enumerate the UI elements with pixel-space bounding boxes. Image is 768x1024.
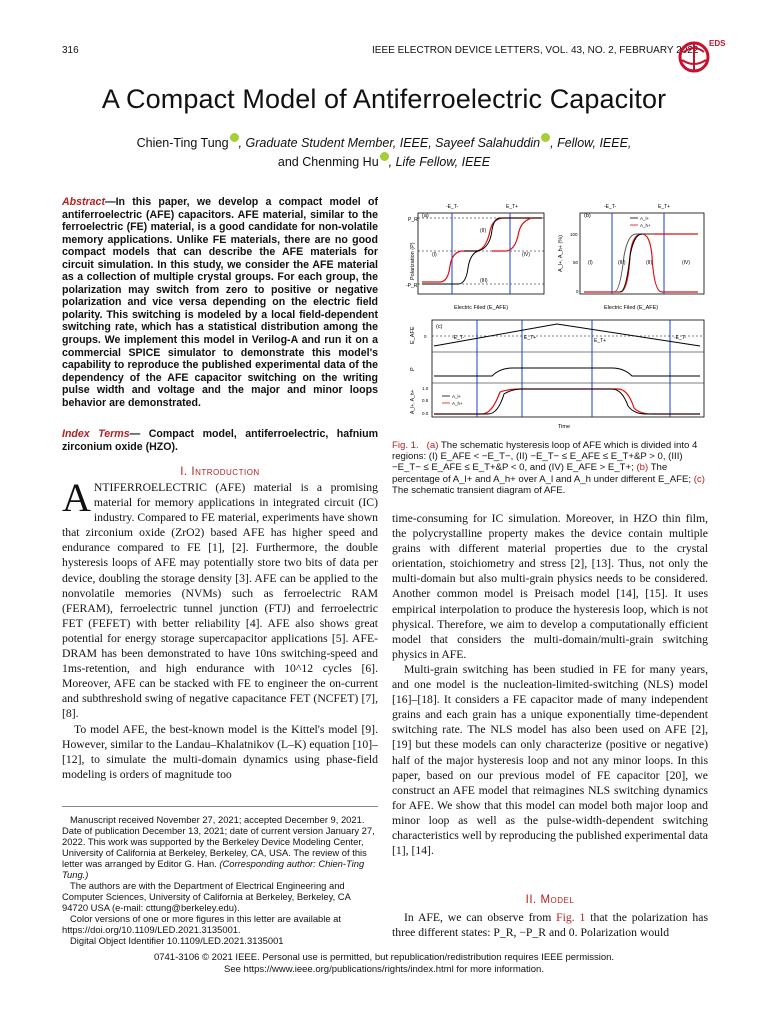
panel-b bbox=[558, 204, 704, 311]
dropcap: A bbox=[62, 475, 91, 520]
fig-1-link[interactable]: Fig. 1 bbox=[556, 911, 586, 924]
svg-text:A_l+: A_l+ bbox=[640, 216, 650, 221]
abstract-label: Abstract bbox=[62, 196, 105, 208]
svg-text:(III): (III) bbox=[480, 278, 488, 284]
svg-text:100: 100 bbox=[570, 232, 578, 237]
section-heading-model: II. Model bbox=[525, 894, 575, 906]
svg-text:P_R: P_R bbox=[408, 217, 418, 223]
figure-1 bbox=[392, 196, 710, 434]
index-terms-label: Index Terms bbox=[62, 428, 130, 440]
footnote-doi: Digital Object Identifier 10.1109/LED.2021.3135001 bbox=[70, 935, 284, 946]
orcid-icon[interactable] bbox=[380, 152, 389, 161]
svg-text:0: 0 bbox=[424, 334, 427, 339]
svg-text:Electric Filed (E_AFE): Electric Filed (E_AFE) bbox=[604, 305, 659, 311]
svg-text:E_T+: E_T+ bbox=[658, 204, 671, 210]
svg-text:-E_T-: -E_T- bbox=[446, 204, 459, 210]
svg-text:(II): (II) bbox=[480, 228, 487, 234]
svg-text:(c): (c) bbox=[436, 324, 443, 330]
intro-body bbox=[62, 475, 378, 782]
svg-text:-E_T-: -E_T- bbox=[604, 204, 617, 210]
svg-text:0.5: 0.5 bbox=[422, 398, 429, 403]
copyright-notice bbox=[0, 952, 768, 976]
footnote-manuscript: Manuscript received November 27, 2021; accepted December 9, 2021. Date of publication December 13, 2021; date of current version January 27, 2022. This work was supported by the Berkeley Device Modeling Center, University of California at Berkeley, Berkeley, CA, USA. The review of this letter was arranged by Editor G. Han. (Corresponding author: Chien-Ting Tung.) bbox=[62, 814, 375, 880]
copyright-line-1: 0741-3106 © 2021 IEEE. Personal use is permitted, but republication/redistribution requires IEEE permission. bbox=[153, 952, 615, 963]
paper-title: A Compact Model of Antiferroelectric Capacitor bbox=[101, 84, 667, 114]
svg-text:0.0: 0.0 bbox=[422, 411, 429, 416]
abstract bbox=[62, 196, 378, 409]
svg-text:-P_R: -P_R bbox=[406, 283, 418, 289]
page-number: 316 bbox=[62, 45, 79, 56]
svg-text:E_T+: E_T+ bbox=[524, 335, 537, 341]
svg-text:E_AFE: E_AFE bbox=[410, 326, 416, 344]
svg-text:A_l+, A_h+: A_l+, A_h+ bbox=[410, 389, 416, 414]
svg-text:(IV): (IV) bbox=[522, 252, 531, 258]
figure-1-svg bbox=[392, 196, 710, 434]
svg-text:0: 0 bbox=[576, 289, 579, 294]
svg-text:(I): (I) bbox=[588, 260, 593, 266]
intro-paragraph-1: ANTIFERROELECTRIC (AFE) material is a promising material for memory applications in integrated circuit (IC) industry. Compared to FE material, experiments have shown that zirconium oxide (ZrO2) based AFE has higher speed and endurance compared to FE [1], [2]. Furthermore, the double hysteresis loops of AFE may potentially store two bits of data per device, doubling the storage density [3]. AFE can be applied to the nonvolatile memories (NVMs) such as ferroelectric RAM (FERAM), ferroelectric tunnel junction (FTJ) and ferroelectric FET (FEFET) with better reliability [4]. AFE also shows great potential for energy storage supercapacitor applications [5]. AFE-DRAM has been demonstrated to have 10ns switching-speed and 1ms-retention, and high endurance with 10^12 cycles [6]. Moreover, AFE can be stacked with FE to engineer the on-current and subthreshold swing of negative capacitance FET (NCFET) [7], [8]. bbox=[62, 475, 378, 721]
author-list bbox=[60, 133, 708, 171]
intro-paragraph-2: To model AFE, the best-known model is the Kittel's model [9]. However, similar to the Landau–Khalatnikov (L–K) equation [10]–[12], to simulate the multi-domain dynamics using phase-field modeling is orders of magnitude too bbox=[62, 722, 378, 781]
svg-text:A_h+: A_h+ bbox=[452, 401, 463, 406]
svg-text:E_T+: E_T+ bbox=[506, 204, 519, 210]
svg-text:E_T+: E_T+ bbox=[594, 338, 607, 344]
svg-text:P: P bbox=[410, 367, 416, 371]
svg-text:A_l+, A_h+ (%): A_l+, A_h+ (%) bbox=[558, 235, 564, 272]
svg-text:Time: Time bbox=[558, 424, 571, 430]
svg-text:-E_T-: -E_T- bbox=[674, 335, 687, 341]
svg-text:(III): (III) bbox=[618, 260, 626, 266]
svg-text:(II): (II) bbox=[646, 260, 653, 266]
svg-text:(a): (a) bbox=[422, 213, 429, 219]
footnote-affiliation: The authors are with the Department of Electrical Engineering and Computer Sciences, University of California at Berkeley, Berkeley, CA 94720 USA (e-mail: cttung@berkeley.edu). bbox=[62, 880, 351, 913]
footnotes bbox=[62, 814, 378, 946]
panel-c bbox=[410, 320, 704, 430]
eds-logo bbox=[676, 36, 726, 76]
author-line-2 bbox=[60, 152, 708, 171]
author-affil: , Fellow, IEEE, bbox=[550, 136, 632, 151]
right-paragraph-1: time-consuming for IC simulation. Moreover, in HZO thin film, the polycrystalline property makes the device contain multiple grains with different material properties due to the crystal orientation, stoichiometry and stress [2], [13]. Thus, not only the multi-domain but also multi-grain physics needs to be considered. Another common model is Preisach model [14], [15]. It uses empirical interpolation to produce the hysteresis loop, which is not physical. Therefore, we aim to develop a computationally efficient model that considers the multi-domain/multi-grain switching physics in AFE. bbox=[392, 512, 708, 661]
panel-a bbox=[406, 204, 544, 311]
svg-text:Polarization (P): Polarization (P) bbox=[410, 242, 416, 280]
model-body bbox=[392, 910, 708, 940]
svg-text:Electric Filed (E_AFE): Electric Filed (E_AFE) bbox=[454, 305, 509, 311]
footnote-color: Color versions of one or more figures in this letter are available at https://doi.org/10.1109/LED.2021.3135001. bbox=[62, 913, 341, 935]
svg-text:1.0: 1.0 bbox=[422, 386, 429, 391]
right-column-body bbox=[392, 511, 708, 858]
author-affil: , Life Fellow, IEEE bbox=[388, 155, 491, 170]
right-paragraph-2: Multi-grain switching has been studied in FE for many years, and one model is the nucleation-limited-switching (NLS) model [16]–[18]. It considers a FE capacitor made of many independent grains and each grain has a unique exponentially time-dependent switching rate. The NLS model has also been used on AFE [2], [19] but these models can only characterize (positive or negative) half of the major hysteresis loop and not any minor loops. In this paper, based on our previous model of FE capacitor [20], we construct an AFE model that reimagines NLS switching dynamics for AFE. We show that this model can model both major loop and minor loop as well as the pulse-width-dependent switching characteristics well by reproducing the published experimental data [1], [14]. bbox=[392, 662, 708, 858]
orcid-icon[interactable] bbox=[541, 133, 550, 142]
svg-text:A_h+: A_h+ bbox=[640, 223, 651, 228]
footnote-rule bbox=[62, 806, 378, 807]
section-heading-intro: I. Introduction bbox=[180, 466, 260, 478]
author-affil: , Graduate Student Member, IEEE, Sayeef Salahuddin bbox=[238, 136, 541, 151]
model-paragraph-1: In AFE, we can observe from Fig. 1 that the polarization has three different states: P_R, −P_R and 0. Polarization would bbox=[392, 911, 709, 940]
eds-logo-text: EDS bbox=[709, 39, 726, 48]
svg-text:(b): (b) bbox=[584, 213, 591, 219]
svg-text:50: 50 bbox=[573, 260, 579, 265]
svg-text:(I): (I) bbox=[432, 252, 437, 258]
author-name: Chien-Ting Tung bbox=[136, 136, 229, 151]
index-terms bbox=[62, 428, 378, 453]
figure-1-caption: Fig. 1. (a) The schematic hysteresis loop of AFE which is divided into 4 regions: (I) E_AFE < −E_T−, (II) −E_T− ≤ E_AFE ≤ E_T+&P > 0, (III) −E_T− ≤ E_AFE ≤ E_T+&P < 0, and (IV) E_AFE > E_T+; (b) The percentage of A_l+ and A_h+ over A_l and A_h under different E_AFE; (c) The schematic transient diagram of AFE. bbox=[392, 440, 705, 496]
abstract-text: —In this paper, we develop a compact model of antiferroelectric (AFE) capacitors. AFE material, similar to the ferroelectric (FE) material, is a good candidate for non-volatile memory applications. Unlike FE materials, there are no good compact models that can describe the AFE materials for circuit simulation. In this study, we consider the AFE material as a collection of multiple crystal groups. For each group, the polarization may switch from zero to positive or negative polarization and vice versa depending on the electric field polarity. This switching is modeled by a local field-dependent switching rate, which has a statistical distribution among the groups. We implement this model in Verilog-A and run it on a commercial SPICE simulator to demonstrate this model's capability to reproduce the published experimental data of the dependency of the AFE capacitor switching on the writing pulse width and voltage and the major and minor loops behavior are demonstrated. bbox=[62, 196, 378, 409]
orcid-icon[interactable] bbox=[230, 133, 239, 142]
author-line-1 bbox=[60, 133, 708, 152]
copyright-line-2: See https://www.ieee.org/publications/rights/index.html for more information. bbox=[224, 964, 544, 975]
svg-text:A_l+: A_l+ bbox=[452, 394, 462, 399]
index-terms-text: — Compact model, antiferroelectric, hafnium zirconium oxide (HZO). bbox=[62, 428, 379, 453]
svg-text:(IV): (IV) bbox=[682, 260, 691, 266]
svg-text:-E_T-: -E_T- bbox=[452, 335, 465, 341]
journal-header: IEEE ELECTRON DEVICE LETTERS, VOL. 43, NO. 2, FEBRUARY 2022 bbox=[372, 45, 699, 56]
author-name: and Chenming Hu bbox=[277, 155, 379, 170]
